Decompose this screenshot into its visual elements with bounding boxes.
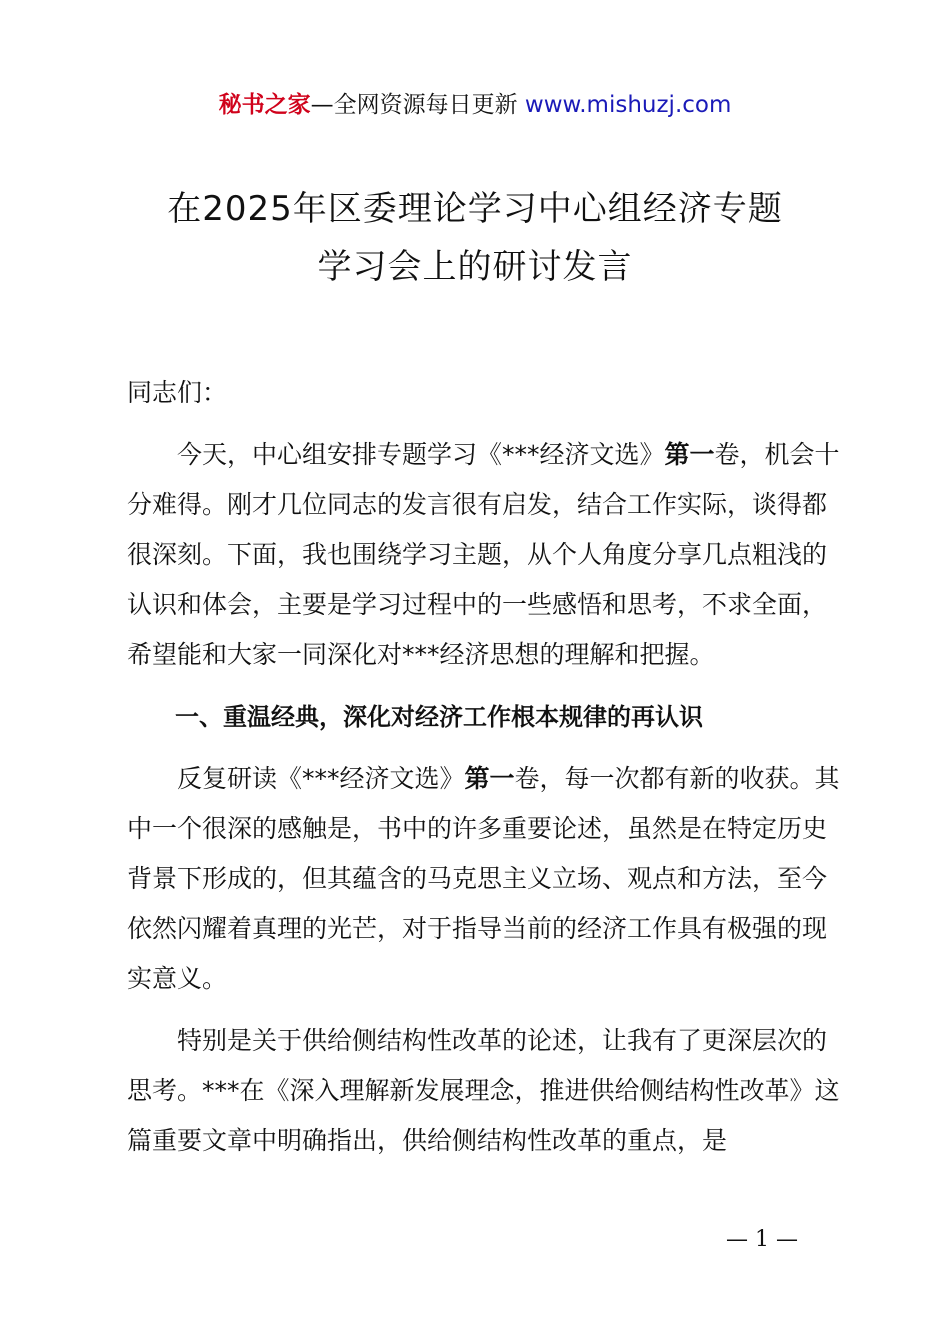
paragraph-1-text-b: 卷，机会十分难得。刚才几位同志的发言很有启发，结合工作实际，谈得都很深刻。下面，我也围绕学习主题，从个人角度分享几点粗浅的认识和体会，主要是学习过程中的一些感悟和思考，不求全面，希望能和大家一同深化对***经济思想的理解和把握。	[127, 440, 840, 669]
section-heading-1: 一、重温经典，深化对经济工作根本规律的再认识	[175, 703, 703, 731]
paragraph-2	[127, 754, 847, 1004]
paragraph-2-text-b: 卷，每一次都有新的收获。其中一个很深的感触是，书中的许多重要论述，虽然是在特定历史背景下形成的，但其蕴含的马克思主义立场、观点和方法，至今依然闪耀着真理的光芒，对于指导当前的经济工作具有极强的现实意义。	[127, 764, 840, 993]
document-body	[127, 368, 847, 1178]
title-line-1: 在2025年区委理论学习中心组经济专题	[167, 189, 783, 229]
salutation: 同志们：	[127, 378, 228, 407]
page-number: — 1 —	[726, 1227, 798, 1252]
paragraph-2-text-a: 反复研读《***经济文选》	[177, 764, 465, 793]
site-header	[0, 88, 950, 122]
paragraph-1-text-a: 今天，中心组安排专题学习《***经济文选》	[177, 440, 665, 469]
paragraph-1	[127, 430, 847, 680]
site-url-link[interactable]: www.mishuzj.com	[524, 92, 732, 118]
paragraph-3: 特别是关于供给侧结构性改革的论述，让我有了更深层次的思考。***在《深入理解新发展理念，推进供给侧结构性改革》这篇重要文章中明确指出，供给侧结构性改革的重点，是	[127, 1026, 840, 1155]
document-title	[0, 180, 950, 296]
brand-name: 秘书之家	[218, 92, 311, 118]
paragraph-1-bold: 第一	[664, 440, 715, 469]
paragraph-2-bold: 第一	[464, 764, 515, 793]
header-tagline: —全网资源每日更新	[310, 92, 518, 118]
title-line-2: 学习会上的研讨发言	[317, 247, 633, 287]
